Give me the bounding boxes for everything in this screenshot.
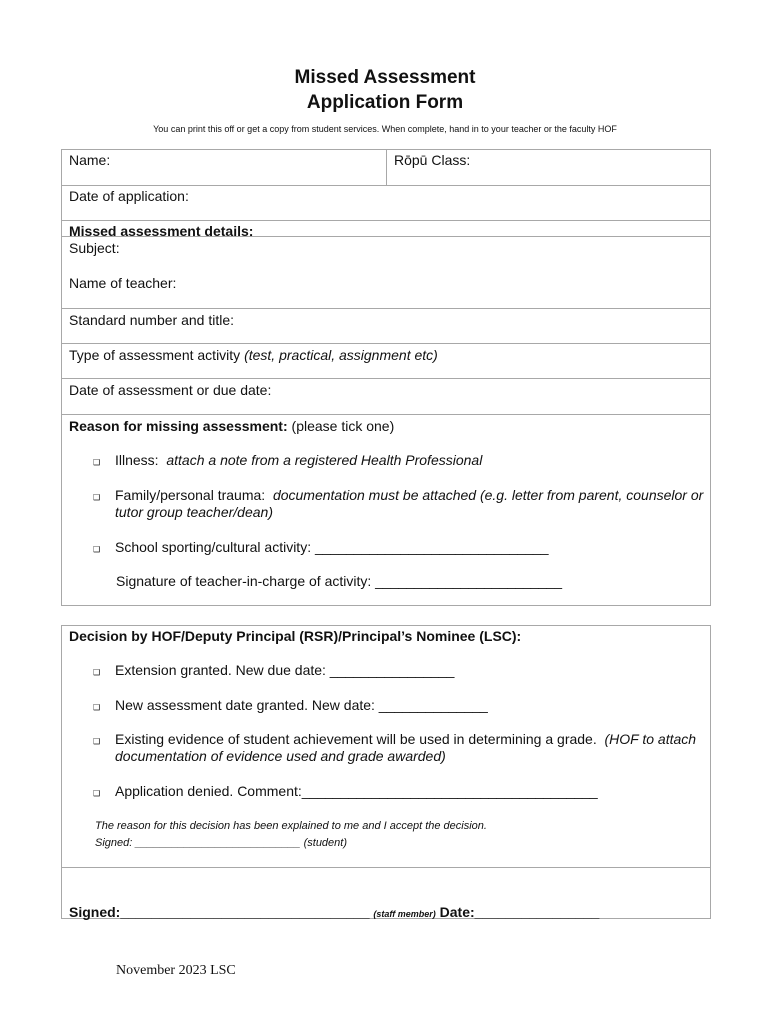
- decision-box: [61, 625, 711, 919]
- standard-row: [62, 309, 710, 344]
- application-details-box: [61, 149, 711, 606]
- row-divider: [386, 150, 387, 185]
- new-date-option[interactable]: New assessment date granted. New date: ______________: [115, 697, 488, 713]
- illness-option: [115, 452, 705, 469]
- staff-date-label: Date:________________: [439, 904, 600, 920]
- decision-heading: Decision by HOF/Deputy Principal (RSR)/Principal’s Nominee (LSC):: [69, 628, 522, 644]
- reason-heading: [69, 418, 394, 434]
- illness-checkbox[interactable]: ❑: [93, 458, 101, 467]
- activity-type-label: Type of assessment activity: [69, 347, 241, 363]
- student-signature-field[interactable]: Signed: ___________________________ (student): [95, 837, 348, 849]
- activity-type-hint: (test, practical, assignment etc): [244, 347, 438, 363]
- denied-checkbox[interactable]: ❑: [93, 789, 101, 798]
- subject-teacher-row: [62, 237, 710, 309]
- decision-explained-text: The reason for this decision has been explained to me and I accept the decision.: [95, 820, 487, 832]
- teacher-signature-field[interactable]: Signature of teacher-in-charge of activity: ________________________: [116, 573, 562, 589]
- staff-signature-label: Signed:________________________________: [69, 904, 370, 920]
- trauma-note: documentation must be attached (e.g. letter from parent, counselor or tutor group teacher/dean): [115, 487, 704, 520]
- trauma-label: Family/personal trauma:: [115, 487, 266, 503]
- reason-heading-text: Reason for missing assessment:: [69, 418, 288, 434]
- reason-heading-note: (please tick one): [291, 418, 395, 434]
- date-application-row: [62, 186, 710, 221]
- decision-divider: [62, 626, 710, 868]
- illness-label: Illness:: [115, 452, 159, 468]
- trauma-option: [115, 487, 705, 521]
- staff-signature-field[interactable]: [69, 904, 599, 920]
- extension-option[interactable]: Extension granted. New due date: ________________: [115, 662, 455, 678]
- activity-type-field[interactable]: [69, 347, 438, 363]
- teacher-name-field[interactable]: Name of teacher:: [69, 275, 177, 291]
- date-of-application-field[interactable]: Date of application:: [69, 188, 189, 204]
- ropu-class-field[interactable]: Rōpū Class:: [394, 152, 471, 168]
- name-row: [62, 150, 710, 186]
- existing-evidence-note: (HOF to attach documentation of evidence used and grade awarded): [115, 731, 697, 764]
- subject-field[interactable]: Subject:: [69, 240, 120, 256]
- sport-checkbox[interactable]: ❑: [93, 545, 101, 554]
- extension-checkbox[interactable]: ❑: [93, 668, 101, 677]
- staff-member-note: (staff member): [373, 909, 436, 919]
- illness-note: attach a note from a registered Health Professional: [166, 452, 483, 468]
- due-date-field[interactable]: Date of assessment or due date:: [69, 382, 272, 398]
- existing-evidence-text: Existing evidence of student achievement will be used in determining a grade.: [115, 731, 597, 747]
- trauma-checkbox[interactable]: ❑: [93, 493, 101, 502]
- footer-date: November 2023 LSC: [116, 963, 236, 978]
- activity-type-row: [62, 344, 710, 379]
- instructions-text: You can print this off or get a copy from student services. When complete, hand in to your teacher or the faculty HOF: [153, 124, 617, 134]
- missed-details-heading: Missed assessment details:: [69, 223, 254, 239]
- standard-field[interactable]: Standard number and title:: [69, 312, 234, 328]
- missed-details-heading-row: [62, 221, 710, 237]
- new-date-checkbox[interactable]: ❑: [93, 703, 101, 712]
- existing-evidence-checkbox[interactable]: ❑: [93, 737, 101, 746]
- due-date-row: [62, 379, 710, 415]
- title-line-2: Application Form: [306, 92, 464, 113]
- denied-option[interactable]: Application denied. Comment:______________________________________: [115, 783, 598, 799]
- name-field[interactable]: Name:: [69, 152, 111, 168]
- sport-option[interactable]: School sporting/cultural activity: ______________________________: [115, 539, 549, 555]
- title-line-1: Missed Assessment: [294, 67, 476, 88]
